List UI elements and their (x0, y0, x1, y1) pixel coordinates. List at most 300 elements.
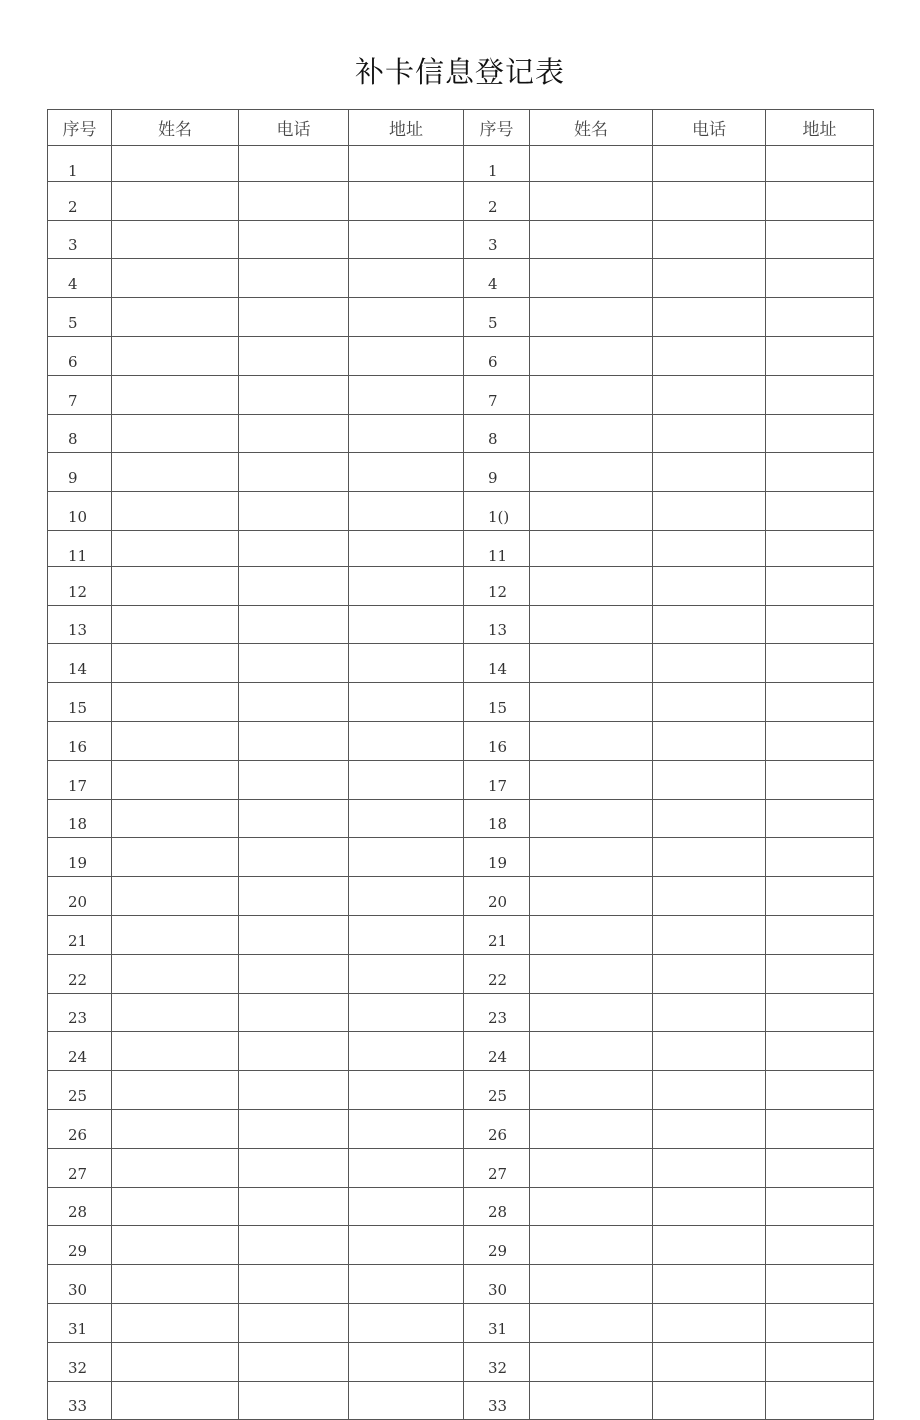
address-cell-right[interactable] (766, 220, 874, 259)
row-number-left: 4 (48, 259, 112, 298)
row-number-right: 13 (464, 605, 530, 644)
name-cell-left[interactable] (112, 760, 239, 799)
address-cell-right[interactable] (766, 799, 874, 838)
phone-cell-right[interactable] (653, 336, 766, 375)
row-number-left: 26 (48, 1109, 112, 1148)
name-cell-right[interactable] (530, 492, 653, 531)
row-number-right: 30 (464, 1265, 530, 1304)
row-number-left: 1 (48, 146, 112, 182)
address-cell-right[interactable] (766, 414, 874, 453)
address-cell-right[interactable] (766, 683, 874, 722)
table-row (48, 721, 874, 760)
row-number-left: 29 (48, 1226, 112, 1265)
table-row (48, 220, 874, 259)
table-row (48, 181, 874, 220)
table-row (48, 453, 874, 492)
phone-cell-right[interactable] (653, 259, 766, 298)
address-cell-right[interactable] (766, 721, 874, 760)
row-number-left: 14 (48, 644, 112, 683)
phone-cell-left[interactable] (239, 1109, 349, 1148)
table-header-row (48, 110, 874, 146)
name-cell-right[interactable] (530, 375, 653, 414)
name-cell-left[interactable] (112, 336, 239, 375)
row-number-left: 8 (48, 414, 112, 453)
name-cell-left[interactable] (112, 1071, 239, 1110)
phone-cell-left[interactable] (239, 453, 349, 492)
name-cell-right[interactable] (530, 336, 653, 375)
address-cell-right[interactable] (766, 760, 874, 799)
address-cell-left[interactable] (349, 721, 464, 760)
phone-cell-right[interactable] (653, 799, 766, 838)
table-row (48, 605, 874, 644)
row-number-right: 12 (464, 566, 530, 605)
address-cell-left[interactable] (349, 181, 464, 220)
table-row (48, 298, 874, 337)
phone-cell-right[interactable] (653, 298, 766, 337)
phone-cell-right[interactable] (653, 220, 766, 259)
table-row (48, 259, 874, 298)
name-cell-left[interactable] (112, 375, 239, 414)
name-cell-left[interactable] (112, 492, 239, 531)
phone-cell-right[interactable] (653, 375, 766, 414)
name-cell-right[interactable] (530, 605, 653, 644)
name-cell-right[interactable] (530, 683, 653, 722)
row-number-right: 2 (464, 181, 530, 220)
phone-cell-left[interactable] (239, 1226, 349, 1265)
row-number-right: 14 (464, 644, 530, 683)
row-number-right: 1 (464, 146, 530, 182)
row-number-right: 32 (464, 1342, 530, 1381)
name-cell-right[interactable] (530, 1342, 653, 1381)
name-cell-left[interactable] (112, 146, 239, 182)
form-title: 补卡信息登记表 (354, 55, 565, 89)
table-row (48, 1303, 874, 1342)
phone-cell-right[interactable] (653, 146, 766, 182)
row-number-left: 17 (48, 760, 112, 799)
row-number-left: 12 (48, 566, 112, 605)
phone-cell-right[interactable] (653, 1265, 766, 1304)
table-row (48, 915, 874, 954)
table-row (48, 1226, 874, 1265)
name-cell-right[interactable] (530, 838, 653, 877)
name-cell-right[interactable] (530, 721, 653, 760)
name-cell-left[interactable] (112, 915, 239, 954)
phone-cell-right[interactable] (653, 530, 766, 566)
address-cell-right[interactable] (766, 915, 874, 954)
table-row (48, 1032, 874, 1071)
address-cell-left[interactable] (349, 954, 464, 993)
phone-cell-left[interactable] (239, 146, 349, 182)
name-cell-right[interactable] (530, 644, 653, 683)
table-body (48, 146, 874, 1420)
name-cell-right[interactable] (530, 1148, 653, 1187)
row-number-right: 24 (464, 1032, 530, 1071)
table-row (48, 799, 874, 838)
row-number-left: 32 (48, 1342, 112, 1381)
row-number-left: 23 (48, 993, 112, 1032)
row-number-right: 23 (464, 993, 530, 1032)
address-cell-left[interactable] (349, 1226, 464, 1265)
address-cell-right[interactable] (766, 336, 874, 375)
phone-cell-left[interactable] (239, 915, 349, 954)
row-number-left: 5 (48, 298, 112, 337)
name-cell-right[interactable] (530, 146, 653, 182)
address-cell-left[interactable] (349, 1071, 464, 1110)
table-row (48, 877, 874, 916)
phone-cell-right[interactable] (653, 453, 766, 492)
phone-cell-right[interactable] (653, 566, 766, 605)
address-cell-left[interactable] (349, 683, 464, 722)
table-row (48, 146, 874, 182)
address-cell-right[interactable] (766, 644, 874, 683)
address-cell-right[interactable] (766, 1342, 874, 1381)
row-number-left: 13 (48, 605, 112, 644)
address-cell-right[interactable] (766, 1032, 874, 1071)
name-cell-right[interactable] (530, 1109, 653, 1148)
header-phone-right: 电话 (653, 110, 766, 146)
name-cell-right[interactable] (530, 1265, 653, 1304)
phone-cell-right[interactable] (653, 683, 766, 722)
phone-cell-right[interactable] (653, 993, 766, 1032)
name-cell-left[interactable] (112, 1032, 239, 1071)
phone-cell-left[interactable] (239, 1303, 349, 1342)
address-cell-left[interactable] (349, 915, 464, 954)
address-cell-left[interactable] (349, 414, 464, 453)
name-cell-right[interactable] (530, 760, 653, 799)
row-number-right: 25 (464, 1071, 530, 1110)
address-cell-left[interactable] (349, 877, 464, 916)
row-number-left: 19 (48, 838, 112, 877)
table-row (48, 375, 874, 414)
name-cell-right[interactable] (530, 1381, 653, 1420)
table-row (48, 1148, 874, 1187)
address-cell-left[interactable] (349, 220, 464, 259)
name-cell-left[interactable] (112, 1109, 239, 1148)
address-cell-right[interactable] (766, 492, 874, 531)
row-number-right: 8 (464, 414, 530, 453)
address-cell-right[interactable] (766, 605, 874, 644)
row-number-right: 17 (464, 760, 530, 799)
name-cell-right[interactable] (530, 566, 653, 605)
table-row (48, 1381, 874, 1420)
name-cell-left[interactable] (112, 530, 239, 566)
name-cell-left[interactable] (112, 1265, 239, 1304)
address-cell-left[interactable] (349, 530, 464, 566)
phone-cell-left[interactable] (239, 1032, 349, 1071)
phone-cell-right[interactable] (653, 915, 766, 954)
name-cell-left[interactable] (112, 644, 239, 683)
table-row (48, 530, 874, 566)
row-number-right: 1() (464, 492, 530, 531)
table-row (48, 1109, 874, 1148)
phone-cell-left[interactable] (239, 605, 349, 644)
row-number-right: 4 (464, 259, 530, 298)
phone-cell-right[interactable] (653, 1071, 766, 1110)
header-address-left: 地址 (349, 110, 464, 146)
row-number-left: 31 (48, 1303, 112, 1342)
phone-cell-left[interactable] (239, 1342, 349, 1381)
address-cell-left[interactable] (349, 1303, 464, 1342)
address-cell-left[interactable] (349, 799, 464, 838)
name-cell-left[interactable] (112, 1226, 239, 1265)
row-number-right: 7 (464, 375, 530, 414)
row-number-left: 9 (48, 453, 112, 492)
row-number-right: 11 (464, 530, 530, 566)
row-number-left: 16 (48, 721, 112, 760)
phone-cell-right[interactable] (653, 1342, 766, 1381)
table-row (48, 414, 874, 453)
address-cell-right[interactable] (766, 375, 874, 414)
phone-cell-right[interactable] (653, 760, 766, 799)
name-cell-left[interactable] (112, 954, 239, 993)
row-number-right: 16 (464, 721, 530, 760)
table-row (48, 838, 874, 877)
table-row (48, 1187, 874, 1226)
address-cell-right[interactable] (766, 1148, 874, 1187)
phone-cell-right[interactable] (653, 1032, 766, 1071)
phone-cell-right[interactable] (653, 1109, 766, 1148)
phone-cell-left[interactable] (239, 530, 349, 566)
header-address-right: 地址 (766, 110, 874, 146)
address-cell-left[interactable] (349, 1342, 464, 1381)
row-number-left: 22 (48, 954, 112, 993)
name-cell-left[interactable] (112, 298, 239, 337)
phone-cell-left[interactable] (239, 721, 349, 760)
phone-cell-right[interactable] (653, 1187, 766, 1226)
phone-cell-left[interactable] (239, 799, 349, 838)
name-cell-right[interactable] (530, 993, 653, 1032)
name-cell-left[interactable] (112, 1381, 239, 1420)
row-number-right: 22 (464, 954, 530, 993)
header-name-right: 姓名 (530, 110, 653, 146)
address-cell-left[interactable] (349, 259, 464, 298)
phone-cell-left[interactable] (239, 259, 349, 298)
phone-cell-left[interactable] (239, 993, 349, 1032)
row-number-right: 21 (464, 915, 530, 954)
name-cell-right[interactable] (530, 220, 653, 259)
address-cell-left[interactable] (349, 1032, 464, 1071)
row-number-left: 18 (48, 799, 112, 838)
name-cell-left[interactable] (112, 993, 239, 1032)
phone-cell-left[interactable] (239, 644, 349, 683)
registration-table (47, 109, 874, 1420)
name-cell-right[interactable] (530, 530, 653, 566)
phone-cell-right[interactable] (653, 838, 766, 877)
address-cell-left[interactable] (349, 146, 464, 182)
address-cell-right[interactable] (766, 259, 874, 298)
name-cell-left[interactable] (112, 220, 239, 259)
address-cell-left[interactable] (349, 336, 464, 375)
phone-cell-left[interactable] (239, 492, 349, 531)
phone-cell-left[interactable] (239, 954, 349, 993)
address-cell-right[interactable] (766, 1109, 874, 1148)
row-number-left: 24 (48, 1032, 112, 1071)
row-number-left: 25 (48, 1071, 112, 1110)
name-cell-right[interactable] (530, 1303, 653, 1342)
name-cell-left[interactable] (112, 566, 239, 605)
address-cell-left[interactable] (349, 1109, 464, 1148)
phone-cell-left[interactable] (239, 838, 349, 877)
phone-cell-right[interactable] (653, 492, 766, 531)
header-phone-left: 电话 (239, 110, 349, 146)
name-cell-right[interactable] (530, 954, 653, 993)
row-number-left: 15 (48, 683, 112, 722)
address-cell-left[interactable] (349, 644, 464, 683)
row-number-right: 5 (464, 298, 530, 337)
address-cell-right[interactable] (766, 453, 874, 492)
header-seq-left: 序号 (48, 110, 112, 146)
address-cell-right[interactable] (766, 566, 874, 605)
row-number-right: 26 (464, 1109, 530, 1148)
table-row (48, 683, 874, 722)
phone-cell-right[interactable] (653, 877, 766, 916)
name-cell-left[interactable] (112, 453, 239, 492)
address-cell-left[interactable] (349, 993, 464, 1032)
name-cell-left[interactable] (112, 414, 239, 453)
address-cell-left[interactable] (349, 1148, 464, 1187)
address-cell-right[interactable] (766, 993, 874, 1032)
address-cell-left[interactable] (349, 453, 464, 492)
phone-cell-left[interactable] (239, 298, 349, 337)
phone-cell-left[interactable] (239, 1187, 349, 1226)
name-cell-left[interactable] (112, 605, 239, 644)
table-row (48, 1342, 874, 1381)
address-cell-right[interactable] (766, 298, 874, 337)
phone-cell-left[interactable] (239, 683, 349, 722)
name-cell-left[interactable] (112, 1187, 239, 1226)
phone-cell-left[interactable] (239, 1148, 349, 1187)
address-cell-right[interactable] (766, 954, 874, 993)
address-cell-right[interactable] (766, 530, 874, 566)
phone-cell-left[interactable] (239, 1265, 349, 1304)
phone-cell-right[interactable] (653, 181, 766, 220)
phone-cell-left[interactable] (239, 877, 349, 916)
name-cell-right[interactable] (530, 414, 653, 453)
name-cell-right[interactable] (530, 181, 653, 220)
address-cell-left[interactable] (349, 605, 464, 644)
name-cell-right[interactable] (530, 453, 653, 492)
row-number-right: 9 (464, 453, 530, 492)
address-cell-right[interactable] (766, 1381, 874, 1420)
name-cell-left[interactable] (112, 1303, 239, 1342)
phone-cell-right[interactable] (653, 1303, 766, 1342)
name-cell-left[interactable] (112, 877, 239, 916)
row-number-right: 29 (464, 1226, 530, 1265)
address-cell-left[interactable] (349, 1187, 464, 1226)
phone-cell-left[interactable] (239, 336, 349, 375)
name-cell-left[interactable] (112, 181, 239, 220)
name-cell-right[interactable] (530, 259, 653, 298)
name-cell-right[interactable] (530, 1187, 653, 1226)
table-row (48, 1265, 874, 1304)
phone-cell-right[interactable] (653, 721, 766, 760)
name-cell-right[interactable] (530, 1071, 653, 1110)
phone-cell-left[interactable] (239, 414, 349, 453)
address-cell-left[interactable] (349, 838, 464, 877)
address-cell-right[interactable] (766, 146, 874, 182)
phone-cell-right[interactable] (653, 644, 766, 683)
phone-cell-right[interactable] (653, 1381, 766, 1420)
row-number-right: 19 (464, 838, 530, 877)
table-row (48, 566, 874, 605)
name-cell-right[interactable] (530, 1032, 653, 1071)
phone-cell-left[interactable] (239, 220, 349, 259)
phone-cell-left[interactable] (239, 1381, 349, 1420)
row-number-right: 18 (464, 799, 530, 838)
phone-cell-right[interactable] (653, 1148, 766, 1187)
phone-cell-left[interactable] (239, 1071, 349, 1110)
address-cell-right[interactable] (766, 1071, 874, 1110)
row-number-right: 31 (464, 1303, 530, 1342)
header-name-left: 姓名 (112, 110, 239, 146)
row-number-left: 27 (48, 1148, 112, 1187)
address-cell-right[interactable] (766, 181, 874, 220)
phone-cell-left[interactable] (239, 181, 349, 220)
address-cell-left[interactable] (349, 298, 464, 337)
header-seq-right: 序号 (464, 110, 530, 146)
table-row (48, 1071, 874, 1110)
phone-cell-right[interactable] (653, 414, 766, 453)
address-cell-right[interactable] (766, 877, 874, 916)
row-number-left: 30 (48, 1265, 112, 1304)
name-cell-right[interactable] (530, 799, 653, 838)
name-cell-left[interactable] (112, 1148, 239, 1187)
name-cell-left[interactable] (112, 683, 239, 722)
address-cell-left[interactable] (349, 1265, 464, 1304)
phone-cell-right[interactable] (653, 1226, 766, 1265)
phone-cell-left[interactable] (239, 375, 349, 414)
name-cell-right[interactable] (530, 298, 653, 337)
phone-cell-left[interactable] (239, 566, 349, 605)
name-cell-right[interactable] (530, 877, 653, 916)
address-cell-right[interactable] (766, 1303, 874, 1342)
row-number-right: 3 (464, 220, 530, 259)
row-number-right: 15 (464, 683, 530, 722)
table-row (48, 760, 874, 799)
row-number-left: 6 (48, 336, 112, 375)
phone-cell-right[interactable] (653, 605, 766, 644)
table-row (48, 644, 874, 683)
row-number-right: 33 (464, 1381, 530, 1420)
address-cell-left[interactable] (349, 566, 464, 605)
row-number-right: 6 (464, 336, 530, 375)
table-row (48, 492, 874, 531)
table-row (48, 954, 874, 993)
name-cell-right[interactable] (530, 915, 653, 954)
address-cell-right[interactable] (766, 1187, 874, 1226)
address-cell-left[interactable] (349, 492, 464, 531)
row-number-left: 3 (48, 220, 112, 259)
name-cell-right[interactable] (530, 1226, 653, 1265)
name-cell-left[interactable] (112, 721, 239, 760)
address-cell-right[interactable] (766, 1226, 874, 1265)
name-cell-left[interactable] (112, 1342, 239, 1381)
name-cell-left[interactable] (112, 838, 239, 877)
address-cell-right[interactable] (766, 1265, 874, 1304)
name-cell-left[interactable] (112, 799, 239, 838)
phone-cell-left[interactable] (239, 760, 349, 799)
address-cell-left[interactable] (349, 1381, 464, 1420)
address-cell-left[interactable] (349, 760, 464, 799)
address-cell-right[interactable] (766, 838, 874, 877)
table-row (48, 993, 874, 1032)
address-cell-left[interactable] (349, 375, 464, 414)
row-number-left: 28 (48, 1187, 112, 1226)
name-cell-left[interactable] (112, 259, 239, 298)
phone-cell-right[interactable] (653, 954, 766, 993)
row-number-left: 11 (48, 530, 112, 566)
row-number-left: 7 (48, 375, 112, 414)
